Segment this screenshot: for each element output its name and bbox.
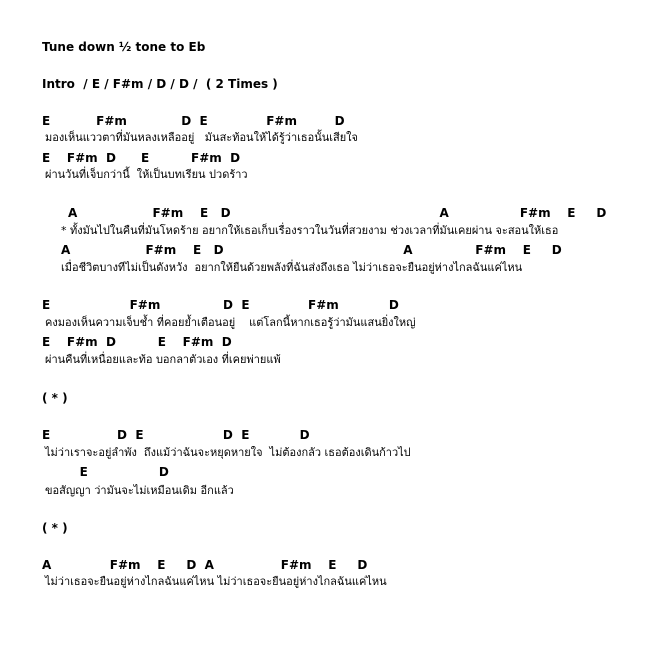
tuning-note: Tune down ½ tone to Eb	[42, 40, 206, 54]
chorus-chords-2: A F#m E D A F#m E D	[61, 243, 562, 257]
chorus-chords-1: A F#m E D A F#m E D	[68, 206, 607, 220]
verse1-chords-2: E F#m D E F#m D	[42, 151, 241, 165]
outro-lyric-1: ไม่ว่าเธอจะยืนอยู่ห่างไกลฉันแค่ไหน ไม่ว่าเธอจะยืนอยู่ห่างไกลฉันแค่ไหน	[45, 575, 387, 588]
chorus-repeat-marker-2: ( * )	[42, 521, 68, 535]
verse1-lyric-2: ผ่านวันที่เจ็บกว่านี้ ให้เป็นบทเรียน ปวดร้าว	[45, 168, 248, 181]
bridge-chords-2: E D	[42, 465, 169, 479]
chorus-repeat-marker-1: ( * )	[42, 391, 68, 405]
chorus-lyric-2: เมื่อชีวิตบางทีไม่เป็นดังหวัง อยากให้ยืนด้วยพลังที่ฉันส่งถึงเธอ ไม่ว่าเธอจะยืนอยู่ห่างไกลฉันแค่ไหน	[61, 261, 523, 274]
outro-chords-1: A F#m E D A F#m E D	[42, 558, 368, 572]
verse2-chords-1: E F#m D E F#m D	[42, 298, 399, 312]
verse2-lyric-1: คงมองเห็นความเจ็บช้ำ ที่คอยย้ำเตือนอยู่ แต่โลกนี้หากเธอรู้ว่ามันแสนยิ่งใหญ่	[45, 316, 416, 329]
verse1-chords-1: E F#m D E F#m D	[42, 114, 345, 128]
chorus-lyric-1: * ทั้งมันไปในคืนที่มันโหดร้าย อยากให้เธอเก็บเรื่องราวในวันที่สวยงาม ช่วงเวลาที่มันเคยผ่าน จะสอนให้เธอ	[61, 224, 559, 237]
verse1-lyric-1: มองเห็นแววตาที่มันหลงเหลืออยู่ มันสะท้อนให้ได้รู้ว่าเธอนั้นเสียใจ	[45, 131, 358, 144]
bridge-lyric-2: ขอสัญญา ว่ามันจะไม่เหมือนเดิม อีกแล้ว	[45, 484, 234, 497]
bridge-chords-1: E D E D E D	[42, 428, 310, 442]
verse2-lyric-2: ผ่านคืนที่เหนื่อยและท้อ บอกลาตัวเอง ที่เคยพ่ายแพ้	[45, 353, 281, 366]
intro-line: Intro / E / F#m / D / D / ( 2 Times )	[42, 77, 278, 91]
verse2-chords-2: E F#m D E F#m D	[42, 335, 232, 349]
bridge-lyric-1: ไม่ว่าเราจะอยู่ลำพัง ถึงแม้ว่าฉันจะหยุดหายใจ ไม่ต้องกลัว เธอต้องเดินก้าวไป	[45, 446, 411, 459]
